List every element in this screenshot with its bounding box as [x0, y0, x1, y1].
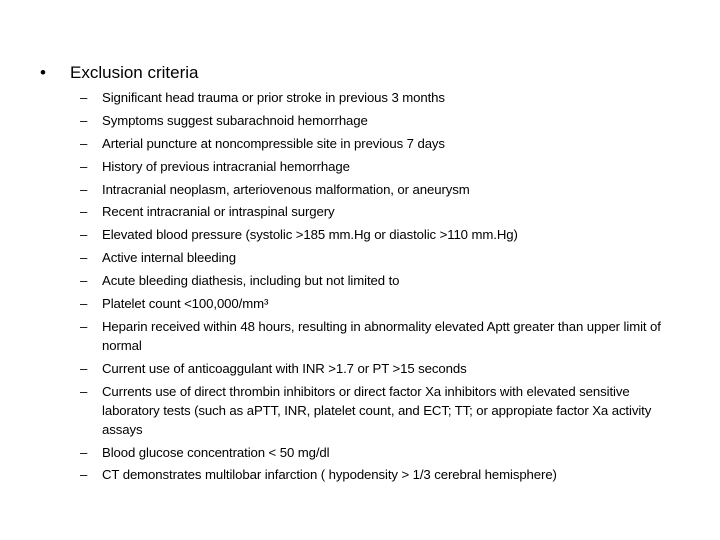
list-item-text: History of previous intracranial hemorrhage: [102, 158, 350, 174]
list-item: [80, 157, 680, 176]
dash-icon: –: [80, 318, 88, 334]
list-item: [80, 111, 680, 130]
list-item-text: Elevated blood pressure (systolic >185 mm.Hg or diastolic >110 mm.Hg): [102, 227, 518, 243]
list-item-text: Blood glucose concentration < 50 mg/dl: [102, 444, 330, 460]
list-item: [80, 248, 680, 267]
list-item: [80, 134, 680, 153]
dash-icon: –: [80, 467, 88, 483]
dash-icon: –: [80, 383, 88, 399]
heading-text: Exclusion criteria: [70, 63, 199, 82]
list-item-text: Active internal bleeding: [102, 250, 236, 266]
dash-icon: –: [80, 250, 88, 266]
dash-icon: –: [80, 444, 88, 460]
dash-icon: –: [80, 360, 88, 376]
list-item: [80, 359, 680, 378]
list-item-text: Symptoms suggest subarachnoid hemorrhage: [102, 112, 368, 128]
list-item-text: Arterial puncture at noncompressible site in previous 7 days: [102, 135, 445, 151]
list-item-text: Platelet count <100,000/mm³: [102, 296, 269, 312]
list-item: [80, 443, 680, 462]
list-item: [80, 382, 680, 439]
dash-icon: –: [80, 296, 88, 312]
list-item-text: Intracranial neoplasm, arteriovenous malformation, or aneurysm: [102, 181, 470, 197]
exclusion-criteria-heading: [40, 62, 199, 84]
list-item-text: Significant head trauma or prior stroke in previous 3 months: [102, 90, 445, 105]
dash-icon: –: [80, 204, 88, 220]
criteria-list: [80, 88, 680, 488]
dash-icon: –: [80, 273, 88, 289]
list-item: [80, 202, 680, 221]
list-item-text: Heparin received within 48 hours, resulting in abnormality elevated Aptt greater than upper limit of normal: [102, 318, 661, 353]
dash-icon: –: [80, 181, 88, 197]
dash-icon: –: [80, 158, 88, 174]
dash-icon: –: [80, 112, 88, 128]
list-item: [80, 225, 680, 244]
bullet-icon: •: [40, 63, 46, 82]
dash-icon: –: [80, 227, 88, 243]
list-item-text: CT demonstrates multilobar infarction ( hypodensity > 1/3 cerebral hemisphere): [102, 467, 557, 483]
list-item-text: Acute bleeding diathesis, including but not limited to: [102, 273, 400, 289]
dash-icon: –: [80, 135, 88, 151]
list-item: [80, 180, 680, 199]
list-item: [80, 317, 680, 355]
list-item: [80, 465, 680, 484]
list-item-text: Recent intracranial or intraspinal surgery: [102, 204, 335, 220]
list-item-text: Currents use of direct thrombin inhibitors or direct factor Xa inhibitors with elevated sensitive laboratory tests (such as aPTT, INR, platelet count, and ECT; TT; or appropiate factor Xa activity assays: [102, 383, 652, 437]
list-item: [80, 88, 680, 107]
list-item: [80, 271, 680, 290]
list-item-text: Current use of anticoaggulant with INR >1.7 or PT >15 seconds: [102, 360, 467, 376]
dash-icon: –: [80, 90, 88, 105]
list-item: [80, 294, 680, 313]
